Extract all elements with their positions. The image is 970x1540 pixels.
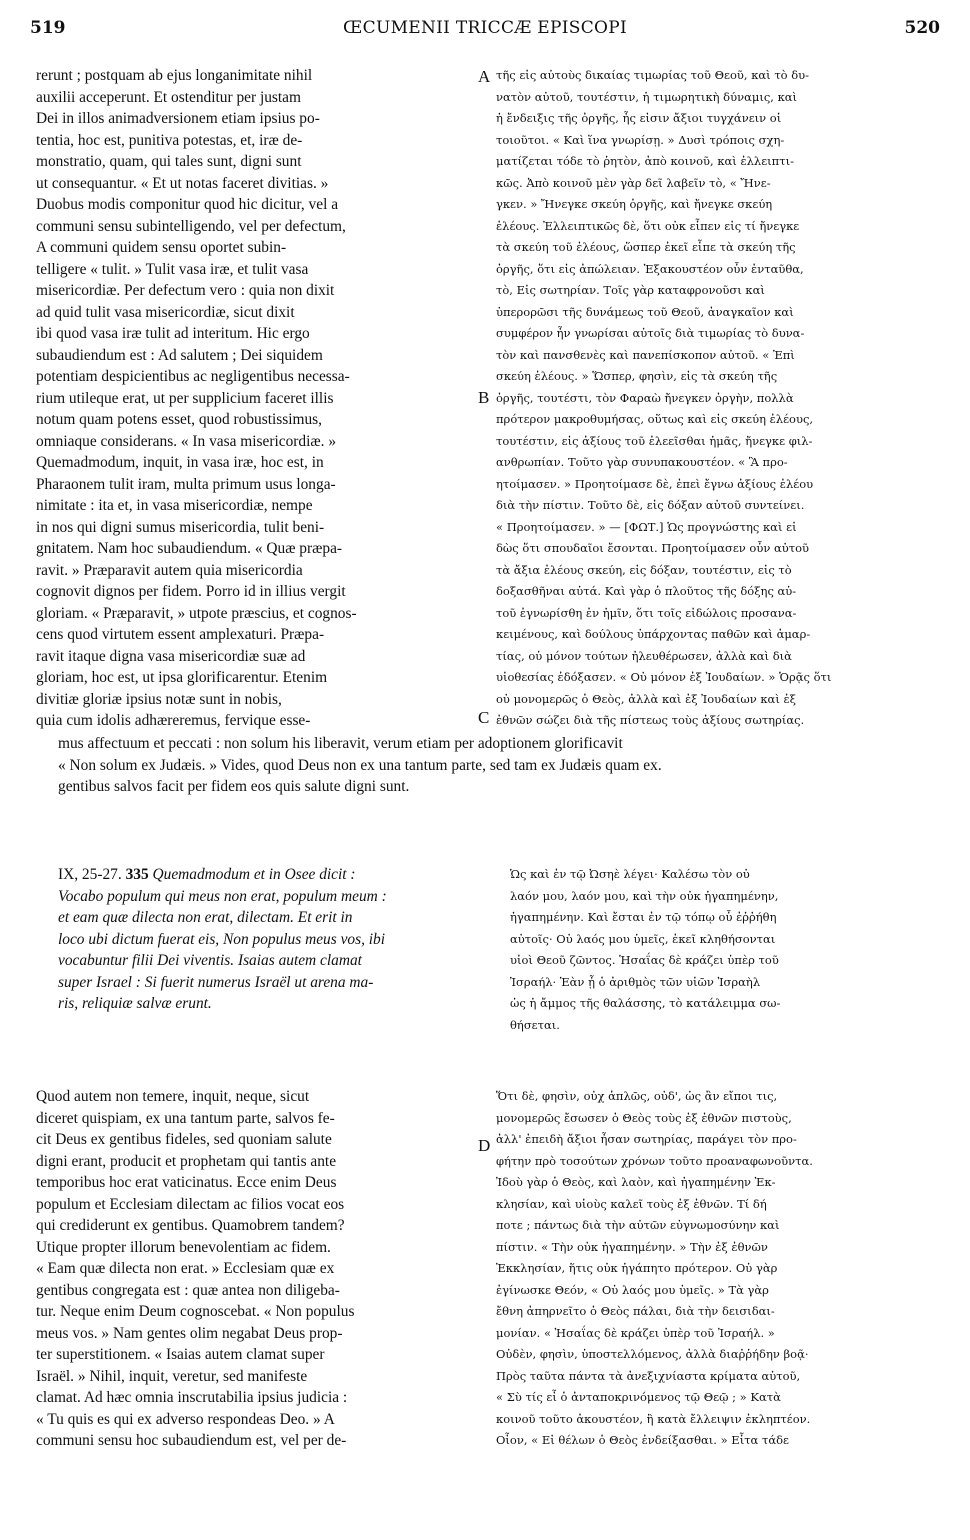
latin-line: A communi quidem sensu oportet subin-: [36, 239, 287, 256]
greek-line: ανθρωπίαν. Τοῦτο γὰρ συνυπακουστέον. « Ἃ προ-: [496, 455, 788, 469]
latin-line: rium utileque erat, ut per supplicium faceret illis: [36, 389, 334, 407]
latin-line: Dei in illos animadversionem etiam ipsius po-: [36, 110, 320, 127]
latin-column-2: [36, 1086, 468, 1452]
latin-line: meus vos. » Nam gentes olim negabat Deus prop-: [36, 1324, 343, 1342]
greek-line: ἔθνη ἀπηρνεῖτο ὁ Θεὸς πάλαι, διὰ τὴν δεισιδαι-: [496, 1304, 775, 1318]
latin-line: ut consequantur. « Et ut notas faceret divitias. »: [36, 174, 329, 192]
greek-line: κῶς. Ἀπὸ κοινοῦ μὲν γὰρ δεῖ λαβεῖν τὸ, « Ἤνε-: [496, 175, 771, 190]
greek-line: κοινοῦ τοῦτο ἀκουστέον, ἢ κατὰ ἔλλειψιν ἐκληπτέον.: [496, 1411, 811, 1426]
greek-line: τίας, οὐ μόνον τούτων ἠλευθέρωσεν, ἀλλὰ καὶ διὰ: [496, 648, 792, 663]
greek-line: ματίζεται τόδε τὸ ῥητὸν, ἀπὸ κοινοῦ, καὶ ἐλλειπτι-: [496, 154, 794, 168]
latin-line: ravit itaque digna vasa misericordiæ suæ ad: [36, 647, 306, 665]
marker-d: D: [478, 1136, 491, 1155]
verse-block: [0, 864, 970, 1094]
marker-b: B: [478, 388, 490, 407]
latin-line: temporibus hoc erat vaticinatus. Ecce enim Deus: [36, 1174, 337, 1191]
verse-first-line: Quemadmodum et in Osee dicit :: [152, 866, 356, 883]
greek-line: κειμένους, καὶ δούλους ὑπάρχοντας παθῶν καὶ ἁμαρ-: [496, 627, 811, 641]
verse-latin: [58, 864, 478, 1015]
text-line: « Non solum ex Judæis. » Vides, quod Deus non ex una tantum parte, sed tam ex Judæis quam ex.: [58, 756, 662, 774]
latin-line: Duobus modis componitur quod hic dicitur, vel a: [36, 196, 339, 213]
verse-greek-line: Ἰσραήλ· Ἐὰν ᾖ ὁ ἀριθμὸς τῶν υἱῶν Ἰσραὴλ: [510, 974, 761, 989]
greek-line: νατὸν αὐτοῦ, τουτέστιν, ἡ τιμωρητικὴ δύναμις, καὶ: [496, 89, 798, 104]
greek-line: τὰ σκεύη τοῦ ἐλέους, ὥσπερ ἐκεῖ εἶπε τὰ σκεύη τῆς: [496, 240, 796, 254]
greek-column: [496, 65, 946, 732]
greek-line: Πρὸς ταῦτα πάντα τὰ ἀνεξιχνίαστα κρίματα αὐτοῦ,: [496, 1368, 801, 1383]
greek-line: τῆς εἰς αὐτοὺς δικαίας τιμωρίας τοῦ Θεοῦ, καὶ τὸ δυ-: [496, 68, 810, 82]
latin-line: in nos qui digni sumus misericordia, tulit beni-: [36, 518, 325, 536]
greek-line: ποτε ; πάντως διὰ τὴν αὐτῶν εὐγνωμοσύνην καὶ: [496, 1218, 780, 1232]
greek-line: Οὐδὲν, φησὶν, ὑποστελλόμενος, ἀλλὰ διαῤῥήδην βοᾷ·: [496, 1347, 809, 1361]
greek-line: μονίαν. « Ἡσαΐας δὲ κράζει ὑπὲρ τοῦ Ἰσραήλ. »: [496, 1325, 775, 1340]
latin-line: tur. Neque enim Deum cognoscebat. « Non populus: [36, 1303, 355, 1320]
greek-line: ἐθνῶν σώζει διὰ τῆς πίστεως τοὺς ἀξίους σωτηρίας.: [496, 713, 805, 727]
latin-line: quia cum idolis adhæreremus, fervique esse-: [36, 712, 311, 729]
greek-line: ἡ ἔνδειξις τῆς ὀργῆς, ἧς εἰσιν ἄξιοι τυγχάνειν οἱ: [496, 111, 782, 125]
greek-line: ἀλλ' ἐπειδὴ ἄξιοι ἦσαν σωτηρίας, παράγει τὸν προ-: [496, 1132, 797, 1146]
greek-line: τὸ, Εἰς σωτηρίαν. Τοῖς γὰρ καταφρονοῦσι καὶ: [496, 283, 765, 297]
latin-line: gloriam. « Præparavit, » utpote præscius, et cognos-: [36, 604, 357, 622]
greek-line: ἐλέους. Ἐλλειπτικῶς δὲ, ὅτι οὐκ εἶπεν εἰς τί ἤνεγκε: [496, 218, 800, 233]
greek-line: διὰ τὴν πίστιν. Τοῦτο δὲ, εἰς δόξαν αὐτοῦ συντείνει.: [496, 498, 805, 512]
greek-line: πίστιν. « Τὴν οὐκ ἠγαπημένην. » Τὴν ἐξ ἐθνῶν: [496, 1239, 768, 1254]
latin-line: cit Deus ex gentibus fideles, sed quoniam salute: [36, 1131, 332, 1148]
greek-line: ὀργῆς, ὅτι εἰς ἀπώλειαν. Ἐξακουστέον οὖν ἐνταῦθα,: [496, 261, 804, 276]
verse-latin-line: et eam quæ dilecta non erat, dilectam. Et erit in: [58, 909, 353, 926]
verse-latin-line: super Israel : Si fuerit numerus Israël ut arena ma-: [58, 973, 374, 991]
latin-line: ter superstitionem. « Isaias autem clamat super: [36, 1346, 325, 1363]
latin-line: telligere « tulit. » Tulit vasa iræ, et tulit vasa: [36, 260, 309, 278]
full-width-text: [58, 733, 938, 798]
marker-c: C: [478, 708, 490, 727]
greek-line: τοιοῦτοι. « Καὶ ἵνα γνωρίσῃ. » Δυσὶ τρόποις σχη-: [496, 132, 785, 147]
latin-line: notum quam potens esset, quod robustissimus,: [36, 411, 323, 428]
verse-greek-line: λαόν μου, λαόν μου, καὶ τὴν οὐκ ἠγαπημένην,: [510, 888, 779, 903]
latin-line: digni erant, producit et prophetam qui tantis ante: [36, 1152, 337, 1170]
latin-line: omniaque considerans. « In vasa misericordiæ. »: [36, 432, 337, 450]
latin-line: auxilii acceperunt. Et ostenditur per justam: [36, 88, 301, 106]
verse-ref: IX, 25-27.: [58, 866, 122, 883]
latin-line: qui crediderunt ex gentibus. Quamobrem tandem?: [36, 1217, 345, 1234]
verse-number: 335: [125, 866, 149, 883]
greek-line: υἱοθεσίας ἐδόξασεν. « Οὐ μόνον ἐξ Ἰουδαίων. » Ὁρᾷς ὅτι: [496, 670, 832, 684]
greek-line: κλησίαν, καὶ υἱοὺς καλεῖ τοὺς ἐξ ἐθνῶν. Τί δή: [496, 1196, 767, 1211]
verse-greek-line: υἱοὶ Θεοῦ ζῶντος. Ἡσαΐας δὲ κράζει ὑπὲρ τοῦ: [510, 953, 779, 967]
page-number-left: 519: [30, 18, 66, 38]
running-title: ŒCUMENII TRICCÆ EPISCOPI: [343, 18, 627, 38]
latin-line: nimitate : ita et, in vasa misericordiæ, nempe: [36, 497, 313, 514]
latin-line: Israël. » Nihil, inquit, veretur, sed manifeste: [36, 1367, 308, 1385]
latin-line: ibi quod vasa iræ tulit ad interitum. Hic ergo: [36, 325, 310, 342]
verse-latin-line: loco ubi dictum fuerat eis, Non populus meus vos, ibi: [58, 930, 386, 948]
page-header: [30, 10, 940, 44]
latin-line: gnitatem. Nam hoc subaudiendum. « Quæ præpa-: [36, 540, 343, 557]
latin-column: [36, 65, 468, 732]
latin-line: ad quid tulit vasa misericordiæ, sicut dixit: [36, 303, 295, 321]
greek-line: ητοίμασεν. » Προητοίμασε δὲ, ἐπεὶ ἔγνω ἀξίους ἐλέου: [496, 476, 814, 491]
greek-line: πρότερον μακροθυμήσας, οὕτως καὶ εἰς σκεύη ἐλέους,: [496, 412, 814, 426]
greek-line: σκεύη ἐλέους. » Ὥσπερ, φησὶν, εἰς τὰ σκεύη τῆς: [496, 369, 778, 383]
latin-line: rerunt ; postquam ab ejus longanimitate nihil: [36, 67, 313, 84]
marker-a: A: [478, 67, 491, 86]
greek-line: μονομερῶς ἔσωσεν ὁ Θεὸς τοὺς ἐξ ἐθνῶν πιστοὺς,: [496, 1110, 792, 1125]
latin-line: Quemadmodum, inquit, in vasa iræ, hoc est, in: [36, 454, 324, 471]
latin-line: monstratio, quam, qui tales sunt, digni sunt: [36, 153, 302, 170]
verse-latin-line: ris, reliquiæ salvæ erunt.: [58, 995, 212, 1012]
verse-latin-line: Vocabo populum qui meus non erat, populum meum :: [58, 887, 387, 905]
latin-line: divitiæ gloriæ ipsius notæ sunt in nobis,: [36, 690, 282, 708]
latin-line: potentiam despicientibus ac negligentibus necessa-: [36, 368, 350, 385]
greek-column-2: [496, 1086, 946, 1452]
greek-line: Ὅτι δὲ, φησὶν, οὐχ ἁπλῶς, οὐδ', ὡς ἂν εἴποι τις,: [496, 1089, 778, 1103]
greek-line: γκεν. » Ἤνεγκε σκεύη ὀργῆς, καὶ ἤνεγκε σκεύη: [496, 197, 773, 211]
greek-line: « Σὺ τίς εἶ ὁ ἀνταποκρινόμενος τῷ Θεῷ ; » Κατὰ: [496, 1390, 781, 1404]
latin-line: « Tu quis es qui ex adverso respondeas Deo. » A: [36, 1410, 335, 1428]
verse-latin-line: vocabuntur filii Dei viventis. Isaias autem clamat: [58, 952, 362, 969]
greek-line: Ἰδοὺ γὰρ ὁ Θεὸς, καὶ λαὸν, καὶ ἠγαπημένην Ἐκ-: [496, 1175, 776, 1189]
latin-line: Pharaonem tulit iram, multa primum usus longa-: [36, 475, 336, 493]
greek-line: ὀργῆς, τουτέστι, τὸν Φαραὼ ἤνεγκεν ὀργὴν, πολλὰ: [496, 390, 794, 405]
page-number-right: 520: [904, 18, 940, 38]
greek-line: τὸν καὶ πανσθενὲς καὶ πανεπίσκοπον αὐτοῦ. « Ἐπὶ: [496, 347, 795, 362]
greek-line: Οἷον, « Εἰ θέλων ὁ Θεὸς ἐνδείξασθαι. » Εἶτα τάδε: [496, 1433, 789, 1447]
greek-line: δοξασθῆναι αὐτά. Καὶ γὰρ ὁ πλοῦτος τῆς δόξης αὐ-: [496, 584, 797, 598]
latin-line: clamat. Ad hæc omnia inscrutabilia ipsius judicia :: [36, 1389, 348, 1406]
verse-greek: [510, 864, 946, 1036]
latin-line: gloriam, hoc est, ut ipsa glorificarentur. Etenim: [36, 669, 328, 686]
text-line: gentibus salvos facit per fidem eos quis salute digni sunt.: [58, 778, 410, 795]
latin-line: subaudiendum est : Ad salutem ; Dei siquidem: [36, 346, 323, 364]
greek-line: τὰ ἄξια ἐλέους σκεύη, εἰς δόξαν, τουτέστιν, εἰς τὸ: [496, 562, 792, 577]
latin-line: « Eam quæ dilecta non erat. » Ecclesiam quæ ex: [36, 1260, 335, 1277]
verse-greek-line: θήσεται.: [510, 1017, 560, 1032]
greek-line: δὼς ὅτι σπουδαῖοι ἔσονται. Προητοίμασεν οὖν αὐτοῦ: [496, 541, 810, 555]
greek-line: ἐγίνωσκε Θεόν, « Οὐ λαός μου ὑμεῖς. » Τὰ γὰρ: [496, 1282, 769, 1297]
latin-line: misericordiæ. Per defectum vero : quia non dixit: [36, 282, 335, 299]
greek-line: τουτέστιν, εἰς ἀξίους τοῦ ἐλεεῖσθαι ἡμᾶς, ἤνεγκε φιλ-: [496, 433, 813, 448]
greek-line: Ἐκκλησίαν, ἥτις οὐκ ἠγάπητο πρότερον. Οὐ γὰρ: [496, 1261, 778, 1275]
verse-greek-line: ἠγαπημένην. Καὶ ἔσται ἐν τῷ τόπῳ οὗ ἐῤῥήθη: [510, 910, 777, 924]
latin-line: cens quod virtutem essent amplexaturi. Præpa-: [36, 626, 325, 643]
greek-line: συμφέρον ἦν γνωρίσαι αὐτοῖς διὰ τιμωρίας τὸ δυνα-: [496, 326, 805, 340]
latin-line: Utique propter illorum benevolentiam ac fidem.: [36, 1238, 331, 1256]
greek-line: « Προητοίμασεν. » — [ΦΩΤ.] Ὡς προγνώστης καὶ εἰ: [496, 519, 797, 534]
greek-line: φήτην πρὸ τοσούτων χρόνων τοῦτο προαναφωνοῦντα.: [496, 1153, 813, 1168]
latin-line: ravit. » Præparavit autem quia misericordia: [36, 561, 303, 579]
latin-line: gentibus congregata est : quæ antea non diligeba-: [36, 1281, 340, 1299]
latin-line: populum et Ecclesiam dilectam ac filios vocat eos: [36, 1195, 345, 1213]
verse-greek-line: ὡς ἡ ἄμμος τῆς θαλάσσης, τὸ κατάλειμμα σω-: [510, 996, 781, 1010]
greek-line: τοῦ ἐγνωρίσθη ἐν ἡμῖν, ὅτι τοῖς εἰδώλοις προσανα-: [496, 605, 797, 620]
greek-line: οὐ μονομερῶς ὁ Θεὸς, ἀλλὰ καὶ ἐξ Ἰουδαίων καὶ ἐξ: [496, 691, 796, 706]
verse-greek-line: αὐτοῖς· Οὐ λαός μου ὑμεῖς, ἐκεῖ κληθήσονται: [510, 931, 776, 946]
latin-line: communi sensu subintelligendo, vel per defectum,: [36, 217, 346, 235]
greek-line: ὑπερορῶσι τῆς δυνάμεως τοῦ Θεοῦ, ἀναγκαῖον καὶ: [496, 304, 794, 319]
latin-line: diceret quispiam, ex una tantum parte, salvos fe-: [36, 1109, 335, 1127]
verse-greek-line: Ὡς καὶ ἐν τῷ Ὠσηὲ λέγει· Καλέσω τὸν οὐ: [510, 867, 750, 881]
latin-line: communi sensu hoc subaudiendum est, vel per de-: [36, 1432, 347, 1449]
latin-line: Quod autem non temere, inquit, neque, sicut: [36, 1088, 310, 1105]
block-3: [0, 1086, 970, 1526]
latin-line: tentia, hoc est, punitiva potestas, et, iræ de-: [36, 131, 303, 149]
text-line: mus affectuum et peccati : non solum his liberavit, verum etiam per adoptionem glorificavit: [58, 735, 623, 752]
latin-line: cognovit dignos per fidem. Porro id in illius vergit: [36, 583, 346, 600]
